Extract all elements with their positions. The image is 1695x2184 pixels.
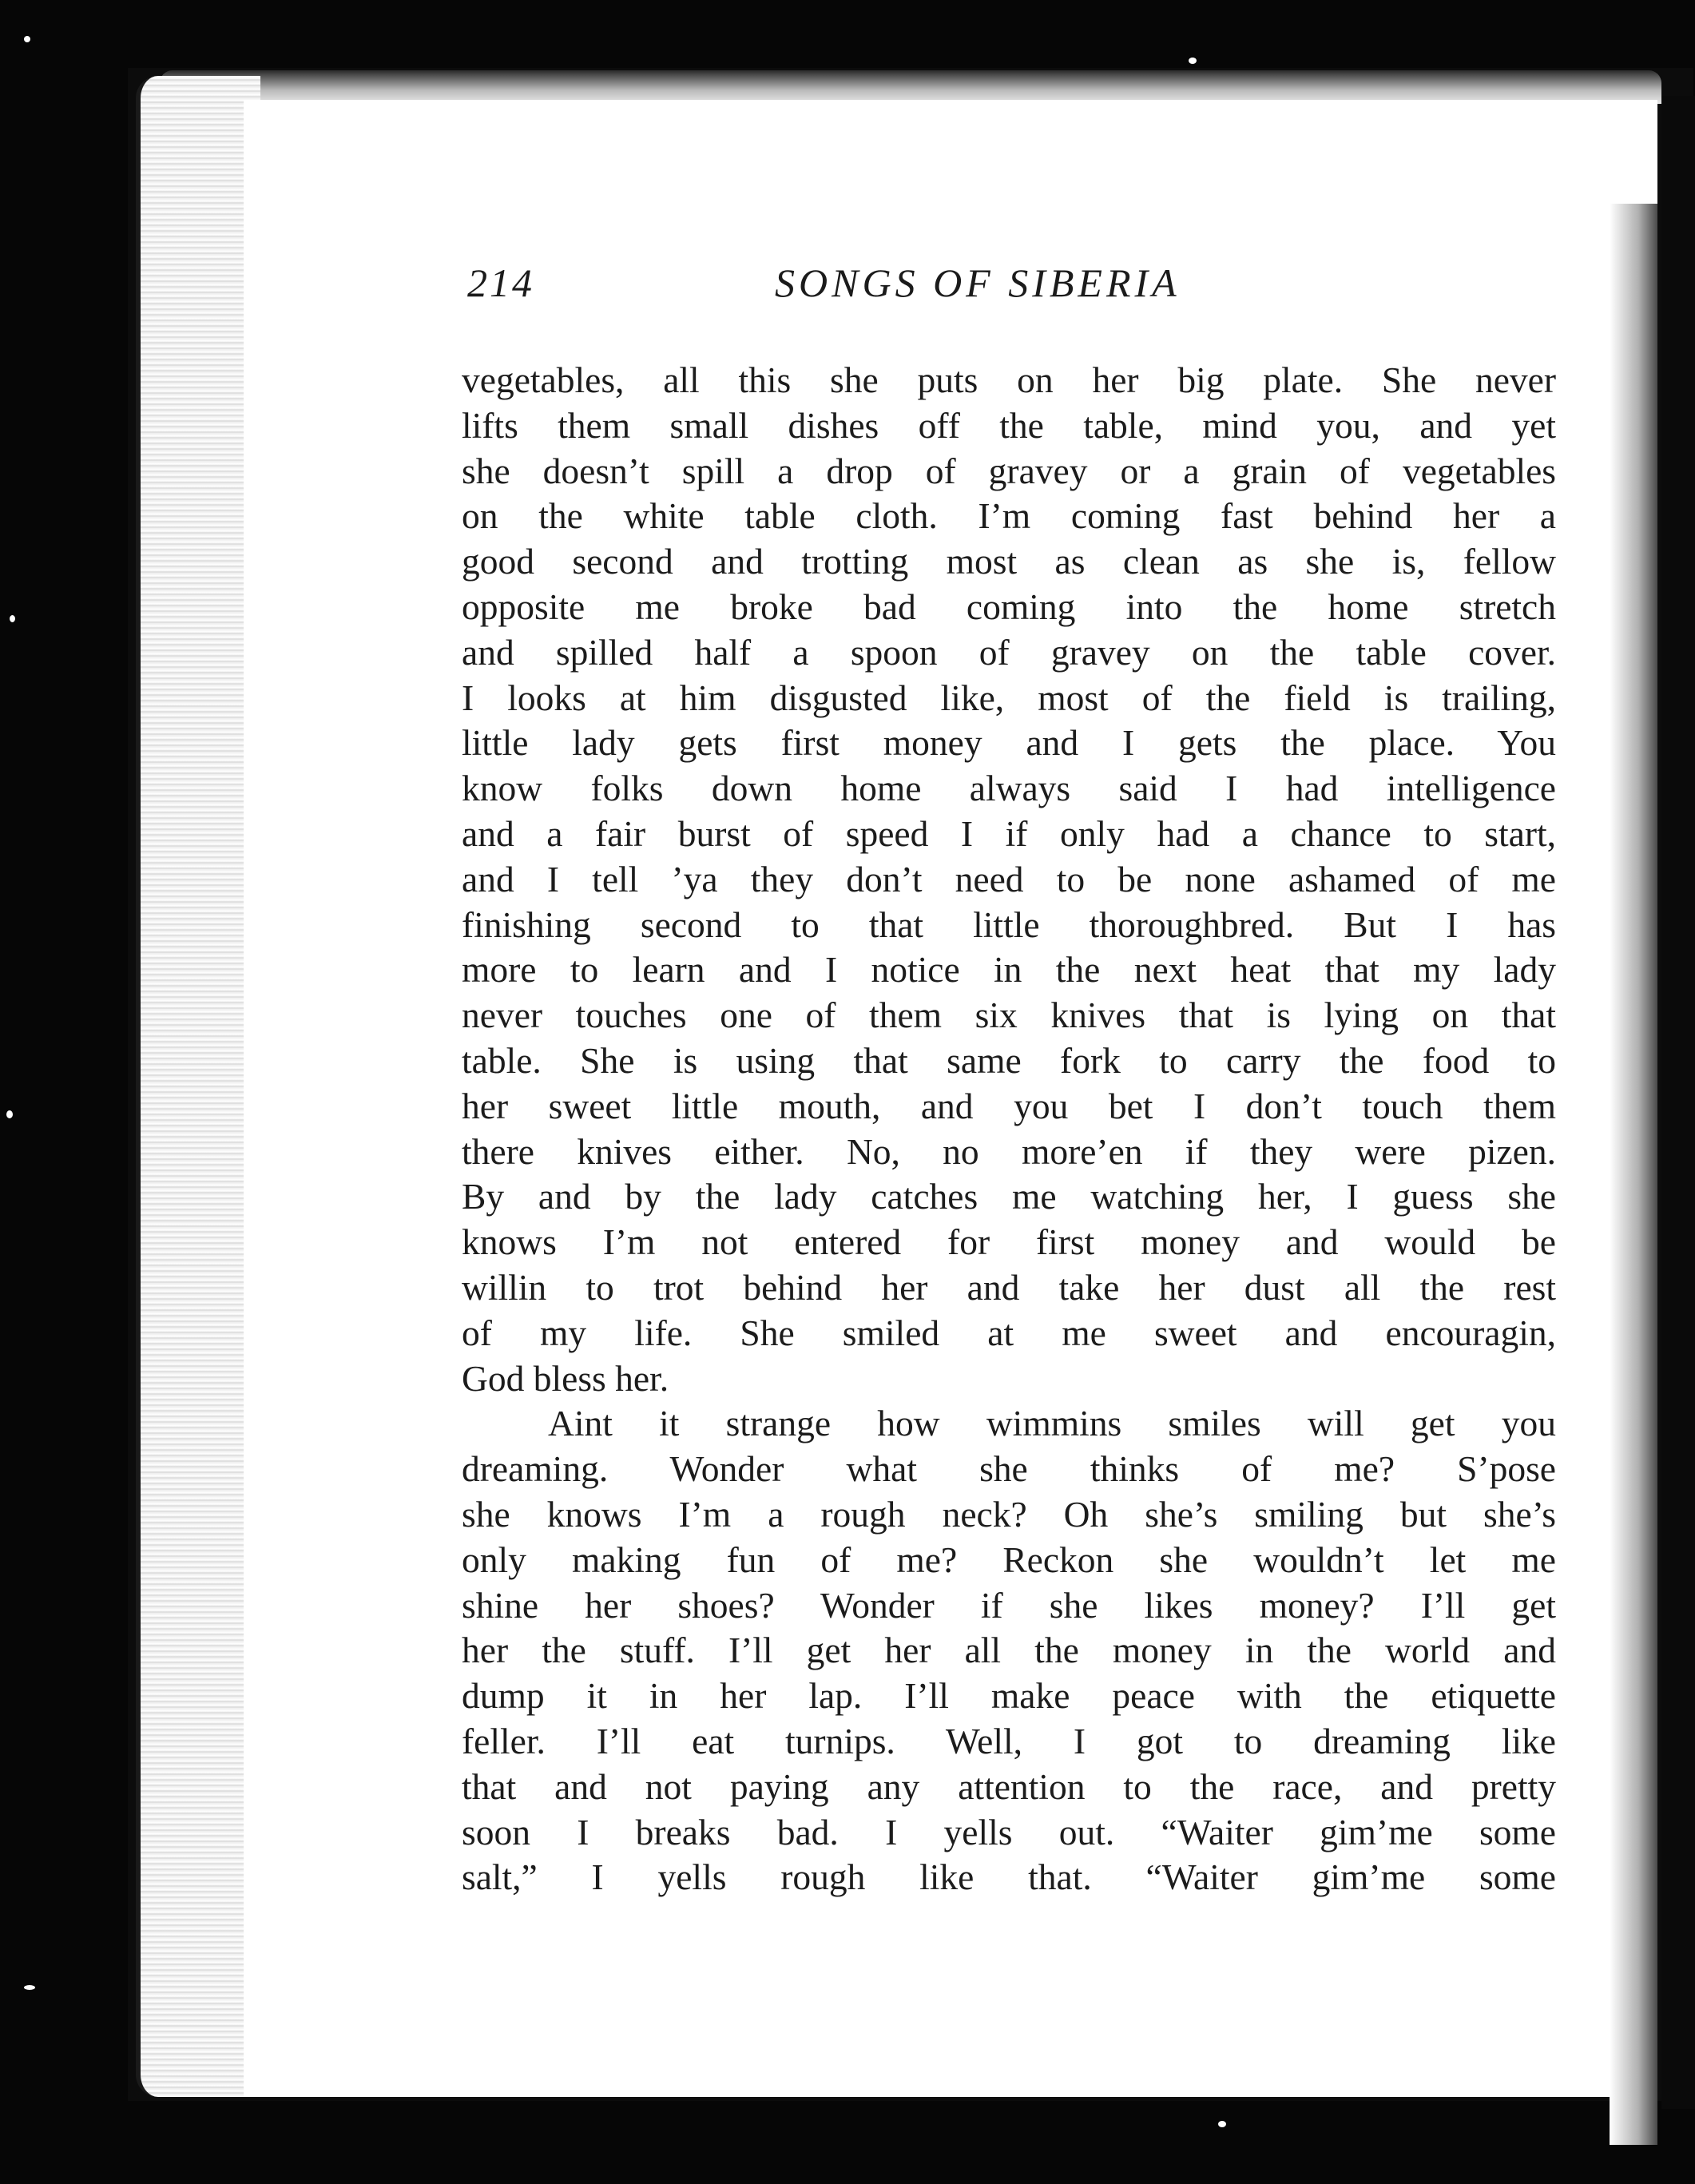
running-head	[467, 260, 1546, 316]
paragraph-start-line: Aint it strange how wimmins smiles will get you	[548, 1403, 1556, 1444]
text-line: knows I’m not entered for first money and would be	[462, 1221, 1556, 1263]
text-line: finishing second to that little thoroughbred. But I has	[462, 903, 1556, 945]
text-line: of my life. She smiled at me sweet and encouragin,	[462, 1312, 1556, 1353]
gutter-shadow	[1610, 204, 1657, 2145]
text-line: lifts them small dishes off the table, mind you, and yet	[462, 404, 1556, 446]
text-line: only making fun of me? Reckon she wouldn’t let me	[462, 1539, 1556, 1580]
text-line: and I tell ’ya they don’t need to be none ashamed of me	[462, 858, 1556, 899]
text-line: her the stuff. I’ll get her all the money in the world and	[462, 1630, 1556, 1671]
text-line: salt,” I yells rough like that. “Waiter gim’me some	[462, 1856, 1556, 1898]
scan-speck	[24, 1985, 35, 1990]
text-line: there knives either. No, no more’en if they were pizen.	[462, 1130, 1556, 1172]
text-line: her sweet little mouth, and you bet I don’t touch them	[462, 1085, 1556, 1126]
text-line: she doesn’t spill a drop of gravey or a grain of vegetables	[462, 450, 1556, 491]
text-line: little lady gets first money and I gets the place. You	[462, 722, 1556, 764]
text-line: know folks down home always said I had intelligence	[462, 768, 1556, 809]
scan-speck	[10, 615, 15, 622]
text-line: never touches one of them six knives that is lying on that	[462, 995, 1556, 1036]
text-line: I looks at him disgusted like, most of the field is trailing,	[462, 677, 1556, 718]
text-line: shine her shoes? Wonder if she likes money? I’ll get	[462, 1584, 1556, 1626]
scan-speck	[1218, 2121, 1226, 2127]
scan-speck	[1189, 58, 1197, 64]
text-line: good second and trotting most as clean as she is, fellow	[462, 541, 1556, 582]
text-line: opposite me broke bad coming into the home stretch	[462, 586, 1556, 627]
book-top-edge	[160, 70, 1661, 104]
text-line: she knows I’m a rough neck? Oh she’s smiling but she’s	[462, 1493, 1556, 1535]
facing-page-shadow	[1661, 96, 1695, 2109]
text-line: table. She is using that same fork to carry the food to	[462, 1039, 1556, 1081]
text-line: on the white table cloth. I’m coming fast behind her a	[462, 495, 1556, 537]
text-line: and spilled half a spoon of gravey on the table cover.	[462, 631, 1556, 673]
body-text	[462, 358, 1556, 1900]
text-line: soon I breaks bad. I yells out. “Waiter gim’me some	[462, 1811, 1556, 1852]
text-line: willin to trot behind her and take her dust all the rest	[462, 1266, 1556, 1308]
text-line: dump it in her lap. I’ll make peace with the etiquette	[462, 1675, 1556, 1717]
scan-speck	[6, 1110, 13, 1118]
text-line: and a fair burst of speed I if only had a chance to start,	[462, 812, 1556, 854]
text-line: feller. I’ll eat turnips. Well, I got to dreaming like	[462, 1720, 1556, 1761]
page-number: 214	[467, 260, 534, 305]
text-line: vegetables, all this she puts on her big plate. She never	[462, 359, 1556, 400]
paragraph-end-line: God bless her.	[462, 1357, 669, 1399]
text-line: that and not paying any attention to the race, and pretty	[462, 1765, 1556, 1807]
page-block-edges	[136, 76, 260, 2097]
text-line: By and by the lady catches me watching her, I guess she	[462, 1176, 1556, 1217]
text-line: more to learn and I notice in the next heat that my lady	[462, 949, 1556, 991]
book-title: SONGS OF SIBERIA	[775, 260, 1181, 305]
text-line: dreaming. Wonder what she thinks of me? S’pose	[462, 1448, 1556, 1490]
scan-speck	[24, 36, 30, 42]
